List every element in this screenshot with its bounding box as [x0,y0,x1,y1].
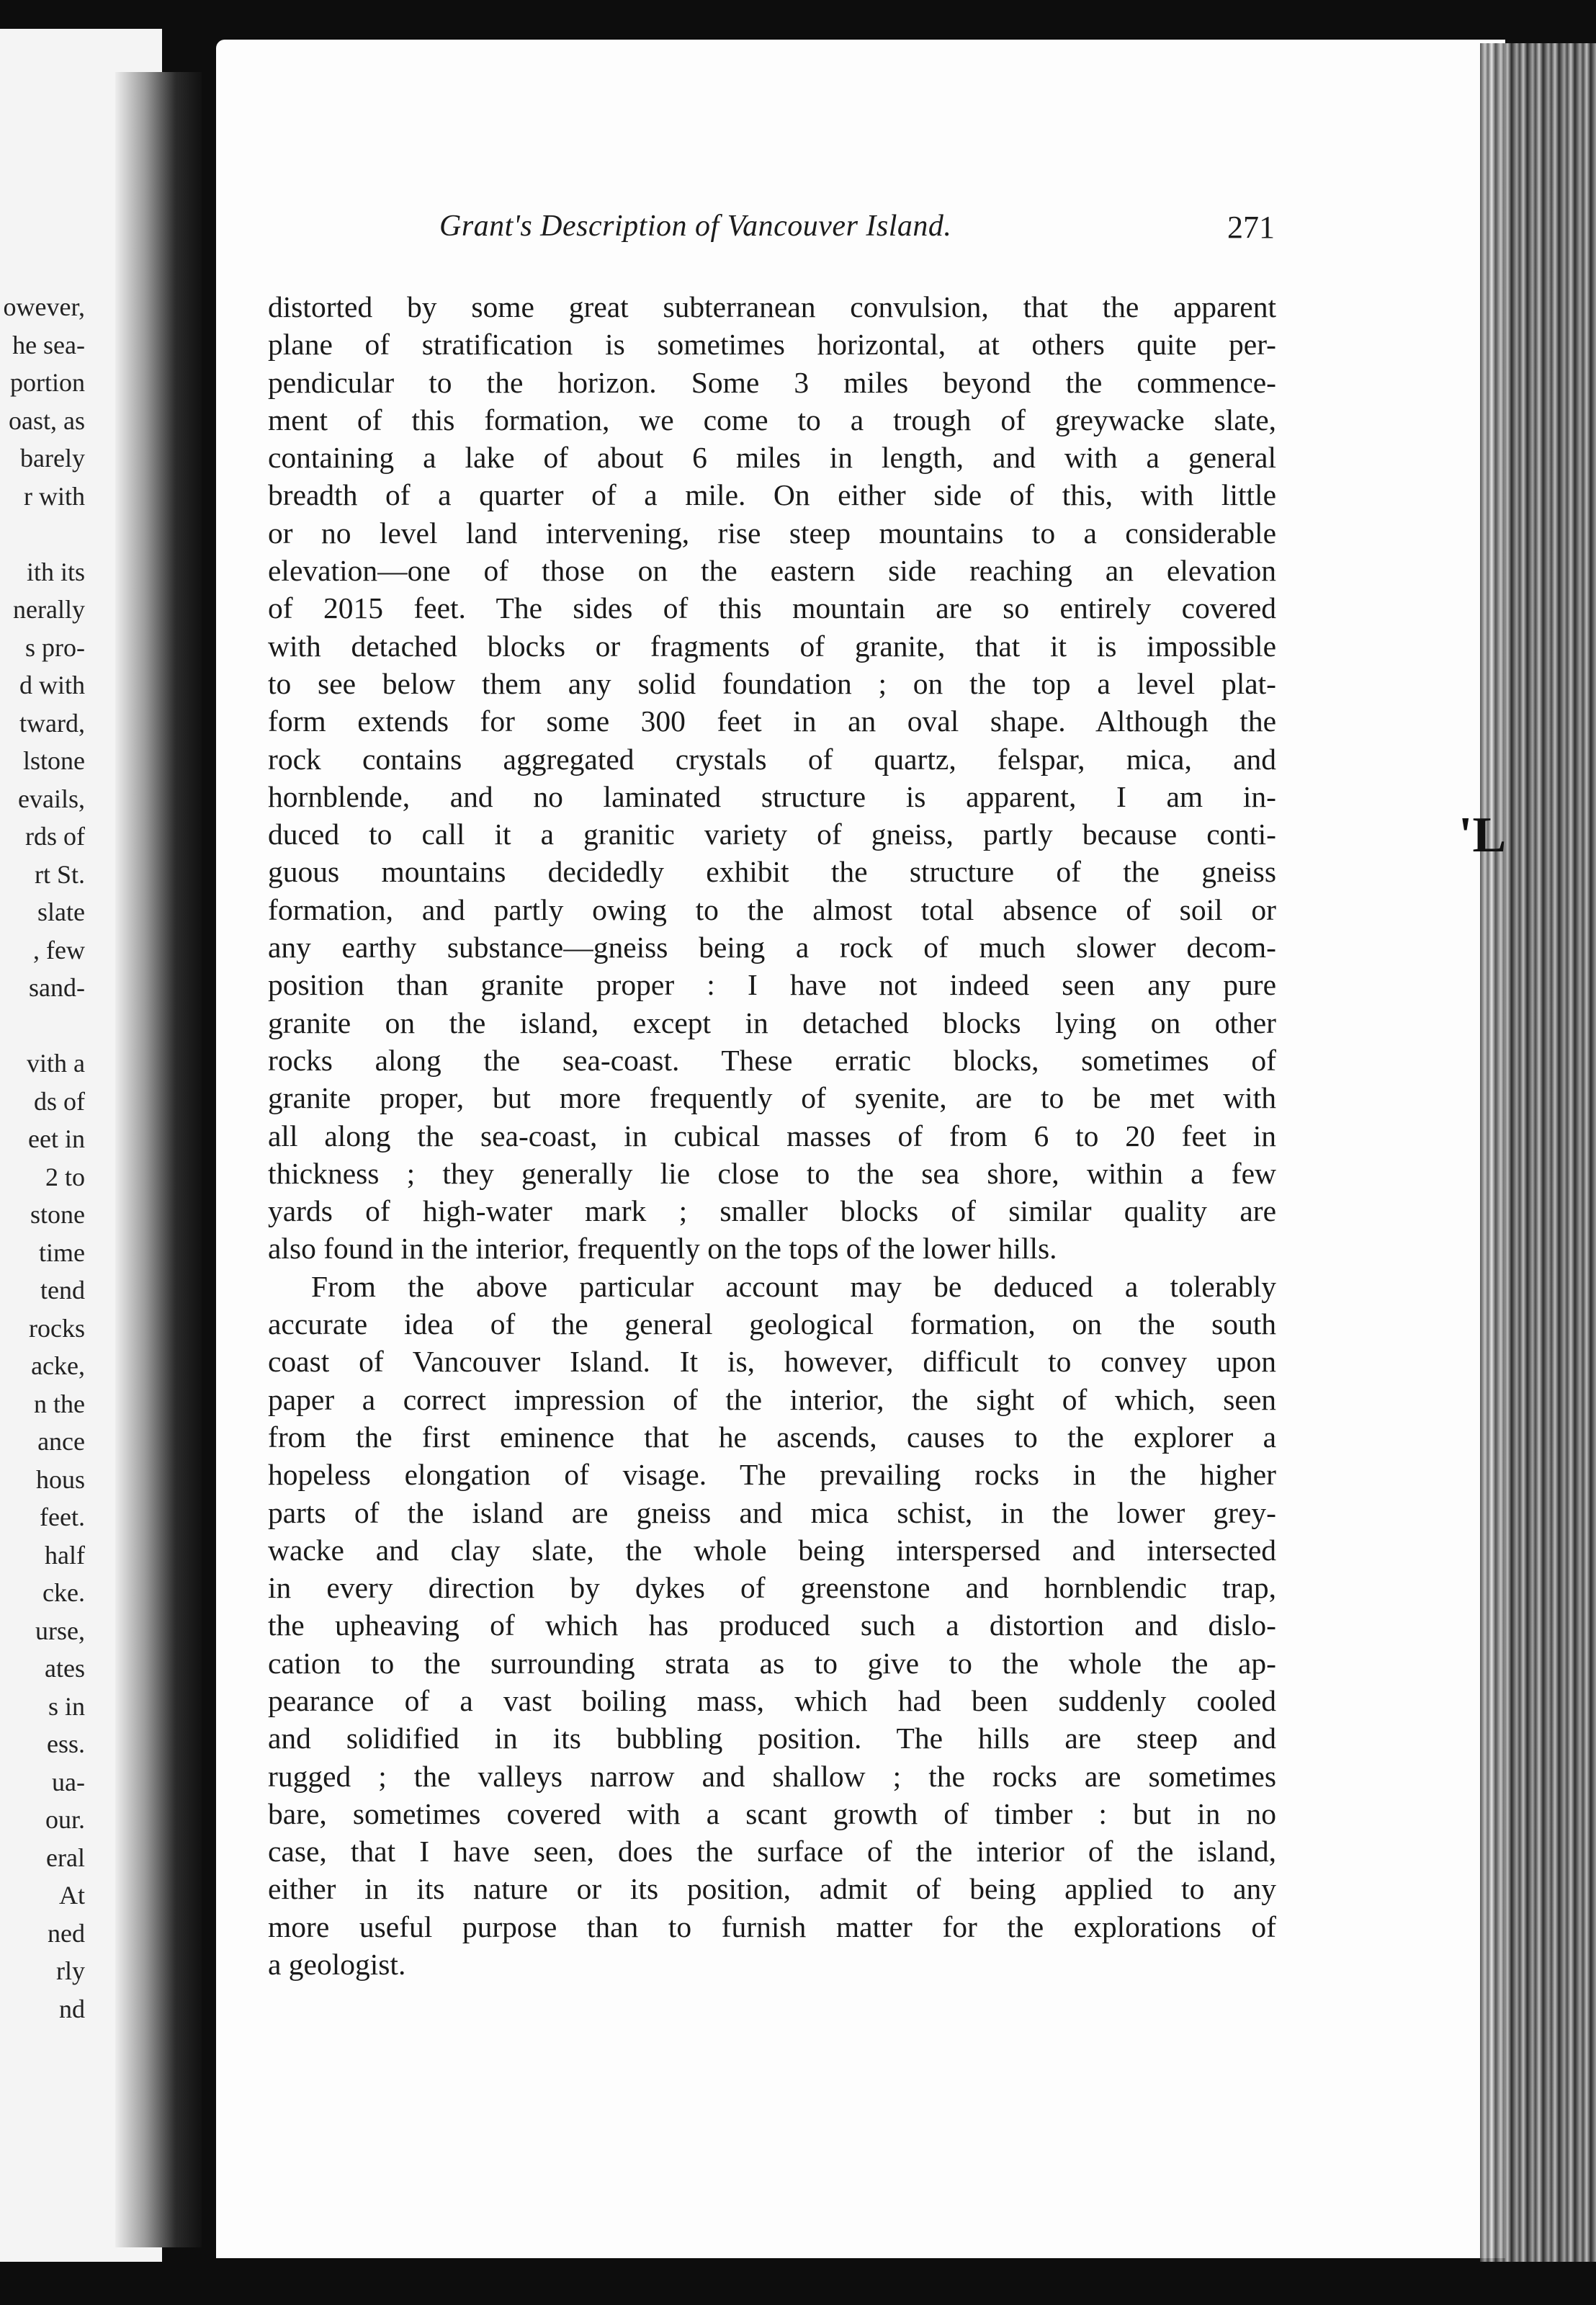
facing-page-fragment: ned [48,1918,85,1948]
facing-page-fragment: slate [37,898,85,926]
facing-page-fragment: tward, [19,708,85,738]
facing-page-fragment: lstone [23,746,85,775]
page-number: 271 [1227,210,1275,245]
text-line: of 2015 feet. The sides of this mountain are so entirely covered [268,591,1276,625]
facing-page-fragment: ess. [47,1729,85,1758]
text-line: a geologist. [268,1948,406,1982]
facing-page-fragment: n the [34,1389,85,1418]
text-line: granite proper, but more frequently of syenite, are to be met with [268,1081,1276,1115]
facing-page-fragment: tend [40,1276,85,1304]
facing-page-fragment: s in [48,1691,85,1721]
text-line: cation to the surrounding strata as to give to the whole the ap- [268,1646,1276,1680]
facing-page-fragment [0,1007,85,1045]
text-line: coast of Vancouver Island. It is, however, difficult to convey upon [268,1345,1276,1379]
text-line: plane of stratification is sometimes horizontal, at others quite per- [268,328,1276,362]
text-line: rocks along the sea-coast. These erratic blocks, sometimes of [268,1043,1276,1077]
facing-page-fragment [0,515,85,553]
text-line: any earthy substance—gneiss being a rock of much slower decom- [268,931,1276,964]
facing-page-fragment: stone [30,1200,85,1229]
facing-page-fragment: r with [24,481,85,511]
text-line: to see below them any solid foundation ; on the top a level plat- [268,666,1276,700]
page-gutter-shadow [115,72,202,2247]
facing-page-fragment: time [39,1237,85,1267]
facing-page-fragment: vith a [27,1049,85,1078]
facing-page-fragment: ance [37,1427,85,1456]
text-line: parts of the island are gneiss and mica schist, in the lower grey- [268,1495,1276,1529]
text-line: guous mountains decidedly exhibit the structure of the gneiss [268,855,1276,889]
facing-page-fragment: s pro- [25,632,85,662]
facing-page-fragment: hous [35,1464,85,1494]
text-line: duced to call it a granitic variety of gneiss, partly because conti- [268,818,1276,851]
text-line: breadth of a quarter of a mile. On either side of this, with little [268,478,1276,512]
text-line: from the first eminence that he ascends, causes to the explorer a [268,1420,1276,1454]
facing-page-fragment: ua- [52,1767,85,1796]
text-line: yards of high-water mark ; smaller blocks of similar quality are [268,1194,1276,1228]
text-line: ment of this formation, we come to a trough of greywacke slate, [268,403,1276,437]
text-line: and solidified in its bubbling position. The hills are steep and [268,1722,1276,1755]
facing-page-fragment: rly [56,1956,85,1985]
text-line: hopeless elongation of visage. The prevailing rocks in the higher [268,1458,1276,1492]
page-header [439,209,1275,259]
facing-page-fragment: feet. [40,1503,85,1531]
facing-page-fragment: half [45,1540,85,1570]
body-text [268,288,1276,1983]
text-line: paper a correct impression of the interior, the sight of which, seen [268,1382,1276,1416]
text-line: bare, sometimes covered with a scant growth of timber : but in no [268,1796,1276,1830]
facing-page-fragment: oast, as [9,406,85,435]
facing-page-fragment: acke, [31,1351,85,1380]
facing-page-fragment: ates [45,1654,85,1683]
text-line: elevation—one of those on the eastern side reaching an elevation [268,554,1276,588]
text-line: position than granite proper : I have not indeed seen any pure [268,968,1276,1002]
text-line: hornblende, and no laminated structure is apparent, I am in- [268,779,1276,813]
facing-page-fragment: our. [45,1805,85,1834]
text-line: or no level land intervening, rise steep mountains to a considerable [268,516,1276,550]
facing-page-fragment: cke. [42,1578,85,1607]
text-line: granite on the island, except in detached blocks lying on other [268,1006,1276,1039]
text-line: rugged ; the valleys narrow and shallow ; the rocks are sometimes [268,1759,1276,1793]
margin-annotation: 'L [1458,807,1507,863]
text-line: pendicular to the horizon. Some 3 miles beyond the commence- [268,365,1276,399]
text-line: the upheaving of which has produced such a distortion and dislo- [268,1608,1276,1642]
text-line: thickness ; they generally lie close to the sea shore, within a few [268,1156,1276,1190]
text-line: form extends for some 300 feet in an oval shape. Although the [268,704,1276,738]
facing-page-text-fragments [0,288,85,2028]
facing-page-fragment: eet in [28,1124,85,1153]
facing-page-fragment: ds of [34,1086,85,1116]
facing-page-fragment: portion [10,368,85,397]
text-line: pearance of a vast boiling mass, which had been suddenly cooled [268,1683,1276,1717]
text-line: all along the sea-coast, in cubical masses of from 6 to 20 feet in [268,1119,1276,1152]
facing-page-fragment: nd [59,1994,85,2023]
facing-page-fragment: barely [20,444,85,473]
text-line: in every direction by dykes of greenstone and hornblendic trap, [268,1571,1276,1605]
facing-page-fragment: rt St. [34,859,85,889]
facing-page-fragment: sand- [29,973,85,1002]
text-line: formation, and partly owing to the almost total absence of soil or [268,892,1276,926]
text-line: also found in the interior, frequently on the tops of the lower hills. [268,1232,1057,1266]
text-line: case, that I have seen, does the surface of the interior of the island, [268,1835,1276,1868]
text-line: wacke and clay slate, the whole being interspersed and intersected [268,1533,1276,1567]
text-line: From the above particular account may be deduced a tolerably [311,1269,1276,1303]
facing-page-fragment: urse, [35,1616,85,1645]
text-line: accurate idea of the general geological formation, on the south [268,1307,1276,1341]
text-line: containing a lake of about 6 miles in length, and with a general [268,441,1276,475]
facing-page-fragment: nerally [13,595,85,624]
facing-page-fragment: , few [33,935,85,964]
text-line: more useful purpose than to furnish matter for the explorations of [268,1910,1276,1943]
facing-page-fragment: eral [46,1843,85,1872]
facing-page-fragment: d with [19,671,85,699]
facing-page-fragment: owever, [3,292,85,321]
text-line: with detached blocks or fragments of granite, that it is impossible [268,629,1276,663]
page-edges [1480,43,1596,2262]
facing-page-fragment: 2 to [45,1162,85,1191]
facing-page-fragment: ith its [26,557,85,586]
facing-page-fragment: rocks [29,1313,85,1343]
facing-page-fragment: he sea- [12,330,85,359]
facing-page-fragment: At [59,1881,85,1910]
text-line: either in its nature or its position, admit of being applied to any [268,1872,1276,1906]
text-line: distorted by some great subterranean convulsion, that the apparent [268,290,1276,323]
facing-page-fragment: rds of [25,822,85,851]
running-head: Grant's Description of Vancouver Island. [439,210,952,243]
text-line: rock contains aggregated crystals of quartz, felspar, mica, and [268,742,1276,776]
facing-page-fragment: evails, [18,784,85,813]
